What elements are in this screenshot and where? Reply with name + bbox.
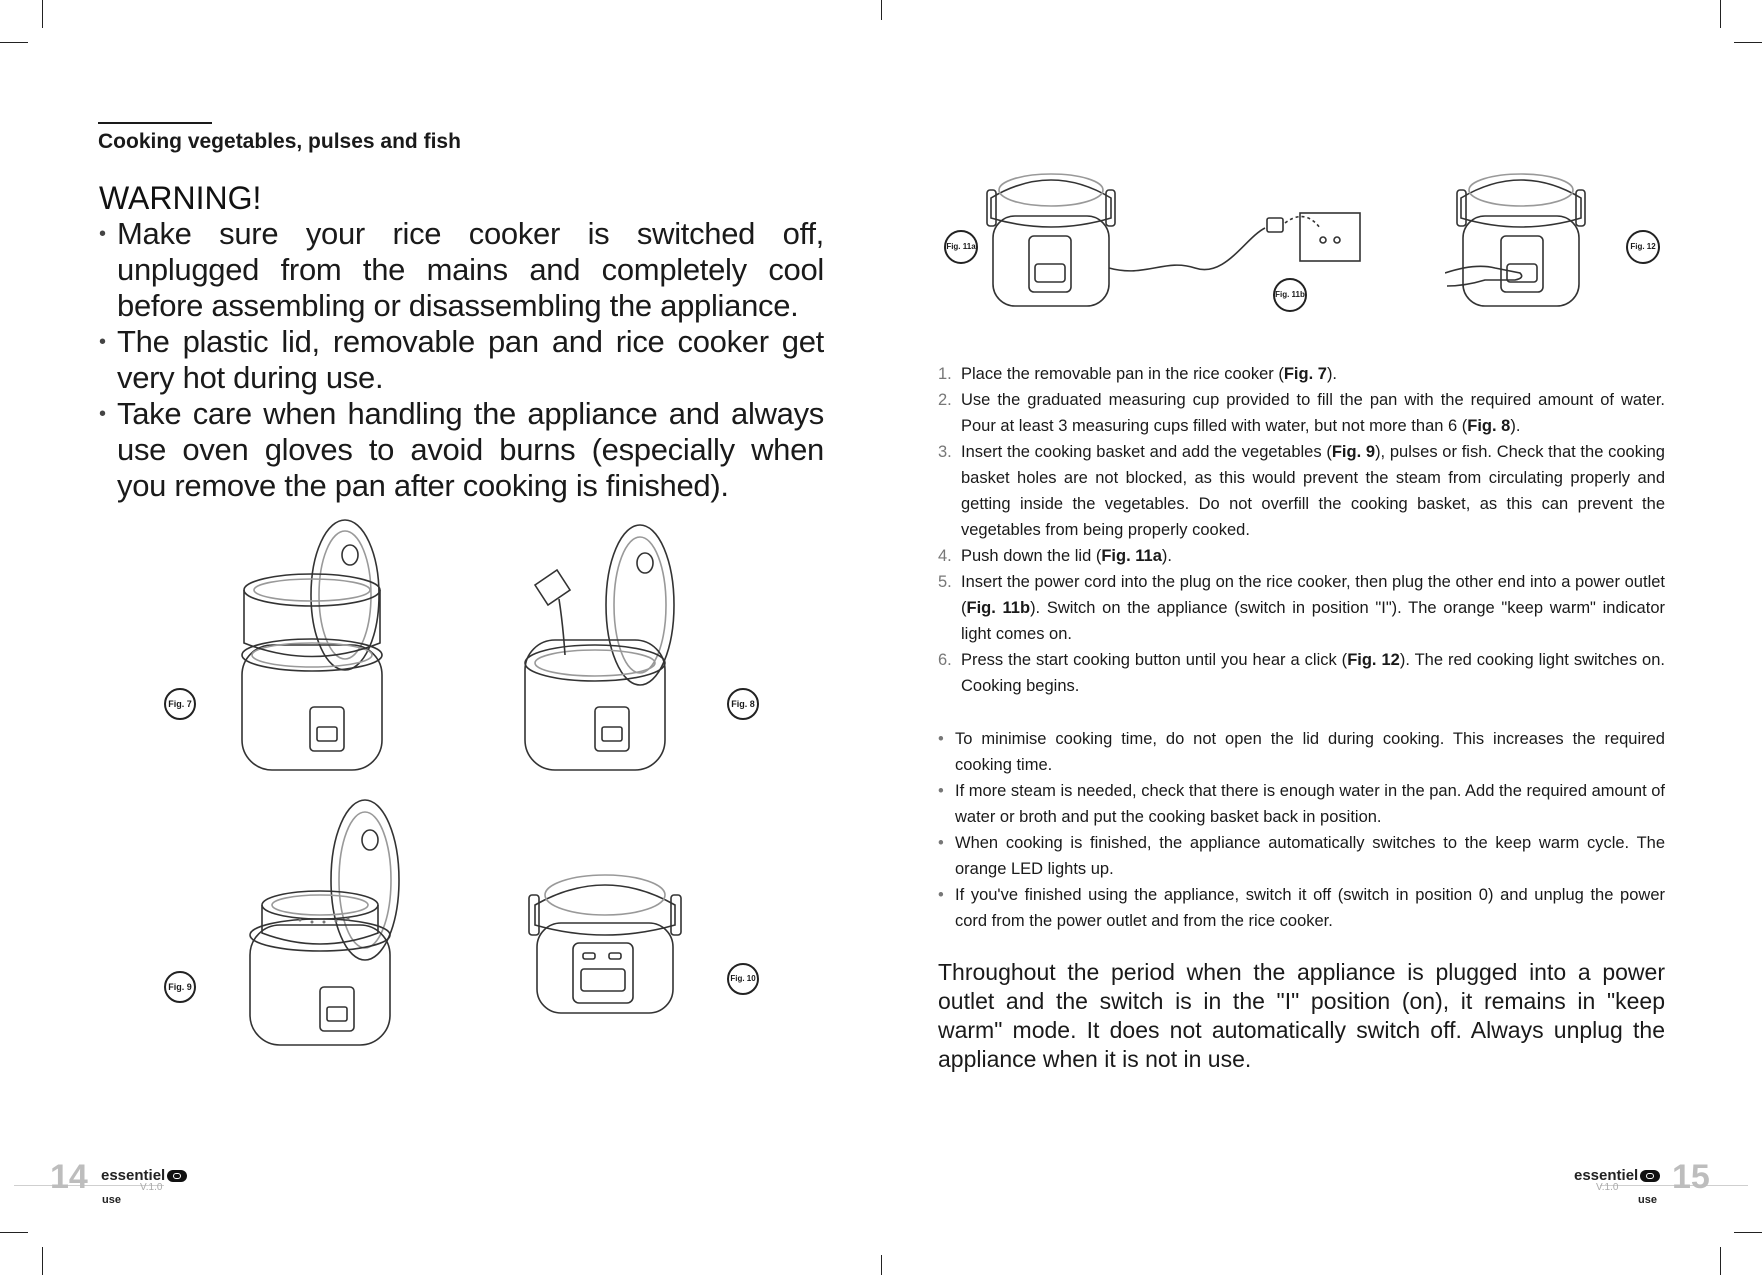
tip-item: • If more steam is needed, check that there is enough water in the pan. Add the required amount of water or broth and put the cooking basket back in position. (938, 782, 1665, 826)
crop-mark (1734, 1232, 1762, 1233)
page-number: 15 (1672, 1158, 1710, 1196)
tip-item: • To minimise cooking time, do not open the lid during cooking. This increases the required cooking time. (938, 730, 1665, 774)
figure-8-illustration (515, 515, 695, 775)
fig-11a-label: Fig. 11a (944, 230, 978, 264)
crop-mark (42, 0, 43, 28)
brand-name: essentiel (101, 1167, 166, 1184)
page-number: 14 (50, 1158, 88, 1196)
instruction-steps (938, 361, 1665, 699)
tip-item: • If you've finished using the appliance, switch it off (switch in position 0) and unplug the power cord from the power outlet and from the rice cooker. (938, 886, 1665, 930)
crop-mark (1720, 1247, 1721, 1275)
tip-item: • When cooking is finished, the appliance automatically switches to the keep warm cycle. The orange LED lights up. (938, 834, 1665, 878)
step-item: 4. Push down the lid (Fig. 11a). (938, 547, 1172, 565)
version-label: V.1.0 (1596, 1182, 1619, 1193)
crop-mark (1720, 0, 1721, 28)
crop-mark (881, 1255, 882, 1275)
crop-mark (881, 0, 882, 20)
fig-9-label: Fig. 9 (164, 971, 196, 1003)
brand-name: essentiel (1574, 1167, 1639, 1184)
warning-item: • Make sure your rice cooker is switched off, unplugged from the mains and completely cool before assembling or disassembling the appliance. (99, 216, 824, 323)
section-title: Cooking vegetables, pulses and fish (98, 130, 461, 153)
figure-7-illustration (230, 515, 410, 775)
figure-12-illustration (1445, 168, 1595, 313)
warning-item: • Take care when handling the appliance and always use oven gloves to avoid burns (especially when you remove the pan after cooking is finished). (99, 396, 824, 503)
fig-12-label: Fig. 12 (1626, 230, 1660, 264)
keep-warm-note: Throughout the period when the appliance is plugged into a power outlet and the switch is in the "I" position (on), it remains in "keep warm" mode. It does not automatically switch off. Always unplug the appliance when it is not in use. (938, 959, 1665, 1072)
step-item: 6. Press the start cooking button until you hear a click (Fig. 12). The red cooking light switches on. Cooking begins. (938, 651, 1665, 695)
warning-list (99, 216, 824, 504)
crop-mark (42, 1247, 43, 1275)
crop-mark (1734, 42, 1762, 43)
figure-10-illustration (525, 865, 685, 1020)
fig-7-label: Fig. 7 (164, 688, 196, 720)
tips-list (938, 726, 1665, 934)
fig-10-label: Fig. 10 (727, 963, 759, 995)
step-item: 1. Place the removable pan in the rice cooker (Fig. 7). (938, 365, 1338, 383)
figure-11-illustration (985, 168, 1365, 313)
section-label: use (102, 1194, 121, 1206)
step-item: 5. Insert the power cord into the plug on the rice cooker, then plug the other end into a power outlet (Fig. 11b). Switch on the appliance (switch in position "I"). The orange "keep warm" indicator light comes on. (938, 573, 1665, 643)
version-label: V.1.0 (140, 1182, 163, 1193)
step-item: 2. Use the graduated measuring cup provided to fill the pan with the required amount of water. Pour at least 3 measuring cups filled with water, but not more than 6 (Fig. 8). (938, 391, 1665, 435)
section-rule (98, 122, 212, 124)
figure-9-illustration (240, 795, 420, 1050)
section-label: use (1638, 1194, 1657, 1206)
crop-mark (0, 1232, 28, 1233)
fig-11b-label: Fig. 11b (1273, 278, 1307, 312)
warning-item: • The plastic lid, removable pan and rice cooker get very hot during use. (99, 324, 824, 395)
crop-mark (0, 42, 28, 43)
warning-title: WARNING! (99, 180, 262, 216)
brand-logo-icon (167, 1170, 187, 1182)
fig-8-label: Fig. 8 (727, 688, 759, 720)
step-item: 3. Insert the cooking basket and add the vegetables (Fig. 9), pulses or fish. Check that the cooking basket holes are not blocked, as this would prevent the steam from circulating properly and getting inside the vegetables. Do not overfill the cooking basket, as this can prevent the vegetables from being properly cooked. (938, 443, 1665, 539)
brand-logo-icon (1640, 1170, 1660, 1182)
